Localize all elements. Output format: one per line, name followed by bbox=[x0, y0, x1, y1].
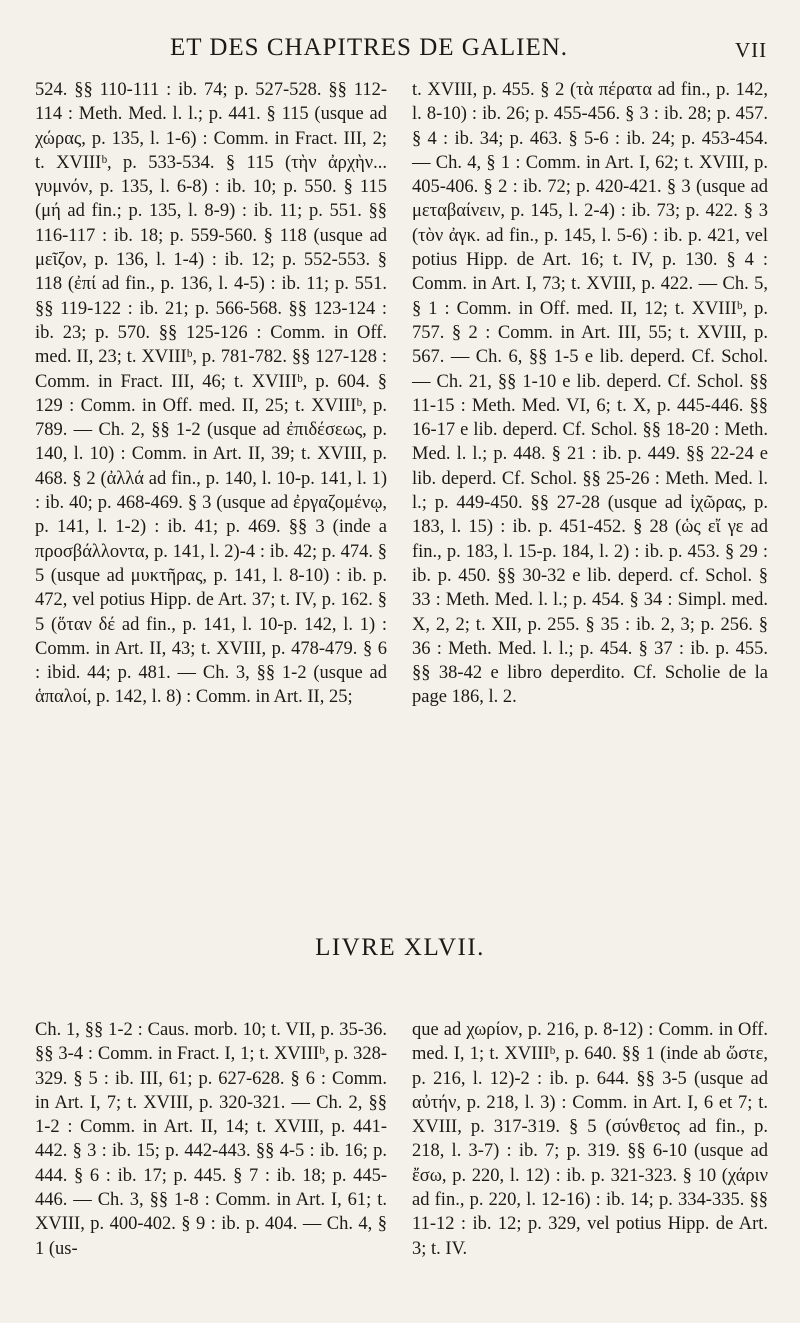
running-title: ET DES CHAPITRES DE GALIEN. bbox=[170, 34, 569, 61]
book-xlvi-right-column bbox=[412, 78, 768, 710]
book-xlvii-right-column bbox=[412, 1018, 768, 1261]
page-number: VII bbox=[735, 38, 768, 62]
running-head bbox=[0, 30, 800, 70]
section-heading-livre-xlvii: LIVRE XLVII. bbox=[315, 934, 485, 961]
book-xlvi-left-column bbox=[35, 78, 387, 710]
book-xlvi-right-text: t. XVIII, p. 455. § 2 (τὰ πέρατα ad fin., p. 142, l. 8-10) : ib. 26; p. 455-456. § 3 : ib. 28; p. 457. § 4 : ib. 34; p. 463. § 5-6 : ib. 24; p. 453-454. — Ch. 4, § 1 : Comm. in Art. I, 62; t. XVIII, p. 405-406. § 2 : ib. 72; p. 420-421. § 3 (usque ad μεταβαίνειν, p. 145, l. 2-4) : ib. 73; p. 422. § 3 (τὸν ἀγκ. ad fin., p. 145, l. 5-6) : ib. p. 421, vel potius Hipp. de Art. 16; t. IV, p. 130. § 4 : Comm. in Art. I, 73; t. XVIII, p. 422. — Ch. 5, § 1 : Comm. in Off. med. II, 12; t. XVIIIᵇ, p. 757. § 2 : Comm. in Art. III, 55; t. XVIII, p. 567. — Ch. 6, §§ 1-5 e lib. deperd. Cf. Schol. — Ch. 21, §§ 1-10 e lib. deperd. Cf. Schol. §§ 11-15 : Meth. Med. VI, 6; t. X, p. 445-446. §§ 16-17 e lib. deperd. Cf. Schol. §§ 18-20 : Meth. Med. l. l.; p. 448. § 21 : ib. p. 449. §§ 22-24 e lib. deperd. Cf. Schol. §§ 25-26 : Meth. Med. l. l.; p. 449-450. §§ 27-28 (usque ad ἰχῶρας, p. 183, l. 15) : ib. p. 451-452. § 28 (ὡς εἴ γε ad fin., p. 183, l. 15-p. 184, l. 2) : ib. p. 453. § 29 : ib. p. 450. §§ 30-32 e lib. deperd. cf. Schol. § 33 : Meth. Med. l. l.; p. 454. § 34 : Simpl. med. X, 2, 2; t. XII, p. 255. § 35 : ib. 2, 3; p. 256. § 36 : Meth. Med. l. l.; p. 454. § 37 : ib. p. 455. §§ 38-42 e libro deperdito. Cf. Scholie de la page 186, l. 2. bbox=[412, 80, 768, 708]
book-xlvi-left-text: 524. §§ 110-111 : ib. 74; p. 527-528. §§ 112-114 : Meth. Med. l. l.; p. 441. § 115 (usque ad χώρας, p. 135, l. 1-6) : Comm. in Fract. III, 2; t. XVIIIᵇ, p. 533-534. § 115 (τὴν ἀρχὴν... γυμνόν, p. 135, l. 6-8) : ib. 10; p. 550. § 115 (μή ad fin.; p. 135, l. 8-9) : ib. 11; p. 551. §§ 116-117 : ib. 18; p. 559-560. § 118 (usque ad μεῖζον, p. 136, l. 1-4) : ib. 12; p. 552-553. § 118 (ἐπί ad fin., p. 136, l. 4-5) : ib. 11; p. 551. §§ 119-122 : ib. 21; p. 566-568. §§ 123-124 : ib. 23; p. 570. §§ 125-126 : Comm. in Off. med. II, 23; t. XVIIIᵇ, p. 781-782. §§ 127-128 : Comm. in Fract. III, 46; t. XVIIIᵇ, p. 604. § 129 : Comm. in Off. med. II, 25; t. XVIIIᵇ, p. 789. — Ch. 2, §§ 1-2 (usque ad ἐπιδέσεως, p. 140, l. 10) : Comm. in Art. II, 39; t. XVIII, p. 468. § 2 (ἀλλά ad fin., p. 140, l. 10-p. 141, l. 1) : ib. 40; p. 468-469. § 3 (usque ad ἐργαζομένῳ, p. 141, l. 1-2) : ib. 41; p. 469. §§ 3 (inde a προσβάλλοντα, p. 141, l. 2)-4 : ib. 42; p. 474. § 5 (usque ad μυκτῆρας, p. 141, l. 8-10) : ib. p. 472, vel potius Hipp. de Art. 37; t. IV, p. 162. § 5 (ὅταν δέ ad fin., p. 141, l. 10-p. 142, l. 1) : Comm. in Art. II, 43; t. XVIII, p. 478-479. § 6 : ibid. 44; p. 481. — Ch. 3, §§ 1-2 (usque ad ἁπαλοί, p. 142, l. 8) : Comm. in Art. II, 25; bbox=[35, 80, 387, 708]
book-xlvii-right-text: que ad χωρίον, p. 216, p. 8-12) : Comm. in Off. med. I, 1; t. XVIIIᵇ, p. 640. §§ 1 (inde ab ὥστε, p. 216, l. 12)-2 : ib. p. 644. §§ 3-5 (usque ad αὐτήν, p. 218, l. 3) : Comm. in Art. I, 6 et 7; t. XVIII, p. 317-319. § 5 (σύνθετος ad fin., p. 218, l. 3-7) : ib. 7; p. 319. §§ 6-10 (usque ad ἔσω, p. 220, l. 12) : ib. p. 321-323. § 10 (χάριν ad fin., p. 220, l. 12-16) : ib. 14; p. 334-335. §§ 11-12 : ib. 12; p. 329, vel potius Hipp. de Art. 3; t. IV. bbox=[412, 1020, 768, 1259]
book-xlvii-left-column bbox=[35, 1018, 387, 1261]
book-xlvii-left-text: Ch. 1, §§ 1-2 : Caus. morb. 10; t. VII, p. 35-36. §§ 3-4 : Comm. in Fract. I, 1; t. XVIIIᵇ, p. 328-329. § 5 : ib. III, 61; p. 627-628. § 6 : Comm. in Art. I, 7; t. XVIII, p. 320-321. — Ch. 2, §§ 1-2 : Comm. in Art. II, 14; t. XVIII, p. 441-442. § 3 : ib. 15; p. 442-443. §§ 4-5 : ib. 16; p. 444. § 6 : ib. 17; p. 445. § 7 : ib. 18; p. 445-446. — Ch. 3, §§ 1-8 : Comm. in Art. I, 61; t. XVIII, p. 400-402. § 9 : ib. p. 404. — Ch. 4, § 1 (us- bbox=[35, 1020, 387, 1259]
